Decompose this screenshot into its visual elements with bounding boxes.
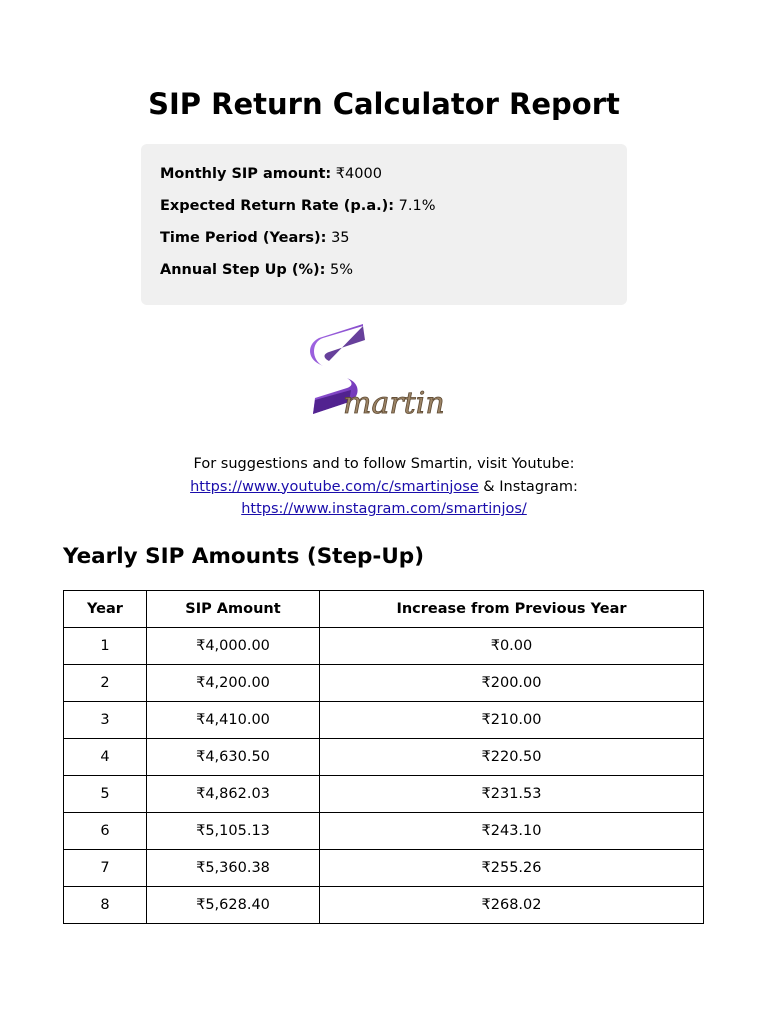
column-header: Year [64, 591, 147, 628]
logo-script-text: martin [343, 386, 445, 421]
table-row [64, 628, 704, 665]
summary-value: 5% [330, 262, 354, 278]
year-cell: 2 [64, 665, 147, 702]
summary-monthly-sip [160, 163, 627, 195]
year-cell: 3 [64, 702, 147, 739]
table-row [64, 702, 704, 739]
yearly-sip-table [63, 590, 704, 924]
table-row [64, 665, 704, 702]
follow-links [0, 453, 768, 521]
year-cell: 6 [64, 813, 147, 850]
follow-line: For suggestions and to follow Smartin, visit Youtube: [193, 456, 575, 472]
increase-cell: ₹231.53 [320, 776, 704, 813]
increase-cell: ₹255.26 [320, 850, 704, 887]
year-cell: 7 [64, 850, 147, 887]
column-header: Increase from Previous Year [320, 591, 704, 628]
table-row [64, 813, 704, 850]
increase-cell: ₹200.00 [320, 665, 704, 702]
increase-cell: ₹243.10 [320, 813, 704, 850]
summary-value: ₹4000 [335, 166, 382, 182]
sip-amount-cell: ₹4,000.00 [147, 628, 320, 665]
summary-step-up [160, 259, 627, 291]
sip-amount-cell: ₹4,862.03 [147, 776, 320, 813]
follow-line [0, 476, 768, 499]
instagram-link[interactable]: https://www.instagram.com/smartinjos/ [241, 501, 527, 517]
table-header-row [64, 591, 704, 628]
table-row [64, 776, 704, 813]
year-cell: 5 [64, 776, 147, 813]
increase-cell: ₹220.50 [320, 739, 704, 776]
summary-time-period [160, 227, 627, 259]
summary-value: 35 [331, 230, 350, 246]
sip-amount-cell: ₹5,628.40 [147, 887, 320, 924]
summary-label: Time Period (Years): [160, 230, 327, 246]
follow-connector: & Instagram: [478, 478, 578, 495]
sip-amount-cell: ₹5,105.13 [147, 813, 320, 850]
table-row [64, 887, 704, 924]
column-header: SIP Amount [147, 591, 320, 628]
year-cell: 4 [64, 739, 147, 776]
summary-label: Expected Return Rate (p.a.): [160, 198, 395, 214]
increase-cell: ₹0.00 [320, 628, 704, 665]
sip-amount-cell: ₹5,360.38 [147, 850, 320, 887]
summary-label: Monthly SIP amount: [160, 166, 332, 182]
summary-label: Annual Step Up (%): [160, 262, 326, 278]
increase-cell: ₹210.00 [320, 702, 704, 739]
section-title: Yearly SIP Amounts (Step-Up) [63, 544, 425, 569]
year-cell: 8 [64, 887, 147, 924]
summary-box [141, 144, 627, 305]
smartin-logo [303, 320, 465, 424]
sip-amount-cell: ₹4,630.50 [147, 739, 320, 776]
sip-amount-cell: ₹4,200.00 [147, 665, 320, 702]
summary-return-rate [160, 195, 627, 227]
page-title: SIP Return Calculator Report [148, 87, 620, 121]
follow-line [0, 498, 768, 521]
increase-cell: ₹268.02 [320, 887, 704, 924]
table-row [64, 739, 704, 776]
summary-value: 7.1% [398, 198, 436, 214]
table-row [64, 850, 704, 887]
sip-amount-cell: ₹4,410.00 [147, 702, 320, 739]
year-cell: 1 [64, 628, 147, 665]
youtube-link[interactable]: https://www.youtube.com/c/smartinjose [190, 478, 479, 495]
